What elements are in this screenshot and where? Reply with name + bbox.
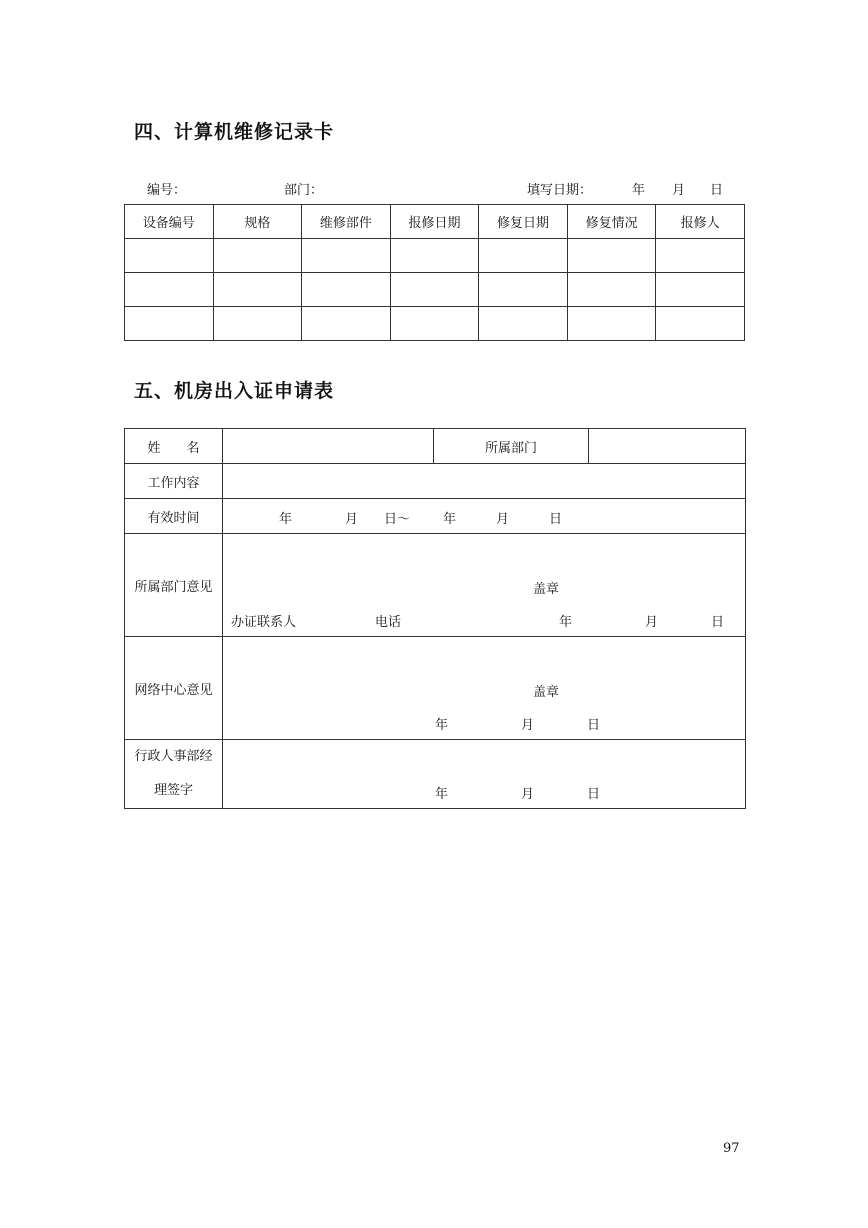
table-cell[interactable] [213,273,302,307]
network-center-opinion-field[interactable] [223,637,746,740]
fill-date-day: 日 [710,183,724,198]
valid-month1: 月 [345,512,359,527]
dept-field[interactable] [589,429,746,464]
section-title-computer-repair-card: 四、计算机维修记录卡 [134,121,335,143]
valid-day1: 日～ [384,512,411,527]
table-cell[interactable] [656,307,745,341]
table-cell[interactable] [125,307,214,341]
dept-label: 所属部门 [434,429,589,464]
header-equipment-no: 设备编号 [125,205,214,239]
admin-sign-day: 日 [587,787,601,802]
access-application-table [124,428,746,809]
header-fix-date: 修复日期 [479,205,568,239]
header-repair-part: 维修部件 [302,205,391,239]
repair-record-table [124,204,745,341]
table-row [125,239,745,273]
table-row [125,307,745,341]
valid-period-label: 有效时间 [125,499,223,534]
table-cell[interactable] [125,239,214,273]
number-label: 编号： [147,183,187,198]
network-center-stamp: 盖章 [533,685,560,700]
fill-date-year: 年 [632,183,646,198]
name-label: 姓 名 [125,429,223,464]
valid-year2: 年 [443,512,457,527]
admin-manager-sign-field[interactable] [223,740,746,809]
table-cell[interactable] [125,273,214,307]
work-content-field[interactable] [223,464,746,499]
table-cell[interactable] [567,273,656,307]
valid-period-field[interactable] [223,499,746,534]
admin-manager-sign-label [125,740,223,809]
dept-opinion-field[interactable] [223,534,746,637]
admin-sign-year: 年 [435,787,449,802]
table-cell[interactable] [656,273,745,307]
table-cell[interactable] [302,307,391,341]
dept-opinion-year: 年 [559,615,573,630]
table-row [125,273,745,307]
network-center-year: 年 [435,718,449,733]
table-cell[interactable] [479,239,568,273]
work-content-label: 工作内容 [125,464,223,499]
table-cell[interactable] [567,307,656,341]
network-center-opinion-label: 网络中心意见 [125,637,223,740]
admin-label-line2: 理签字 [153,783,193,798]
table-cell[interactable] [479,307,568,341]
header-fix-status: 修复情况 [567,205,656,239]
network-center-day: 日 [587,718,601,733]
page-number: 97 [723,1141,740,1156]
admin-label-line1: 行政人事部经 [134,749,213,764]
dept-opinion-stamp: 盖章 [533,582,560,597]
table-cell[interactable] [390,273,479,307]
valid-day2: 日 [549,512,563,527]
table-cell[interactable] [390,307,479,341]
table-cell[interactable] [479,273,568,307]
dept-opinion-month: 月 [645,615,659,630]
table-cell[interactable] [213,239,302,273]
fill-date-label: 填写日期： [527,183,593,198]
admin-sign-month: 月 [521,787,535,802]
dept-opinion-day: 日 [711,615,725,630]
dept-label: 部门： [284,183,324,198]
header-spec: 规格 [213,205,302,239]
fill-date-month: 月 [672,183,686,198]
header-report-date: 报修日期 [390,205,479,239]
table-cell[interactable] [302,273,391,307]
dept-opinion-label: 所属部门意见 [125,534,223,637]
table-cell[interactable] [567,239,656,273]
network-center-month: 月 [521,718,535,733]
table-cell[interactable] [390,239,479,273]
valid-year1: 年 [279,512,293,527]
contact-person-label: 办证联系人 [231,615,297,630]
header-reporter: 报修人 [656,205,745,239]
table-header-row [125,205,745,239]
name-field[interactable] [223,429,434,464]
valid-month2: 月 [496,512,510,527]
table-cell[interactable] [656,239,745,273]
phone-label: 电话 [375,615,402,630]
table-cell[interactable] [213,307,302,341]
section-title-machine-room-pass: 五、机房出入证申请表 [134,380,335,402]
table-cell[interactable] [302,239,391,273]
